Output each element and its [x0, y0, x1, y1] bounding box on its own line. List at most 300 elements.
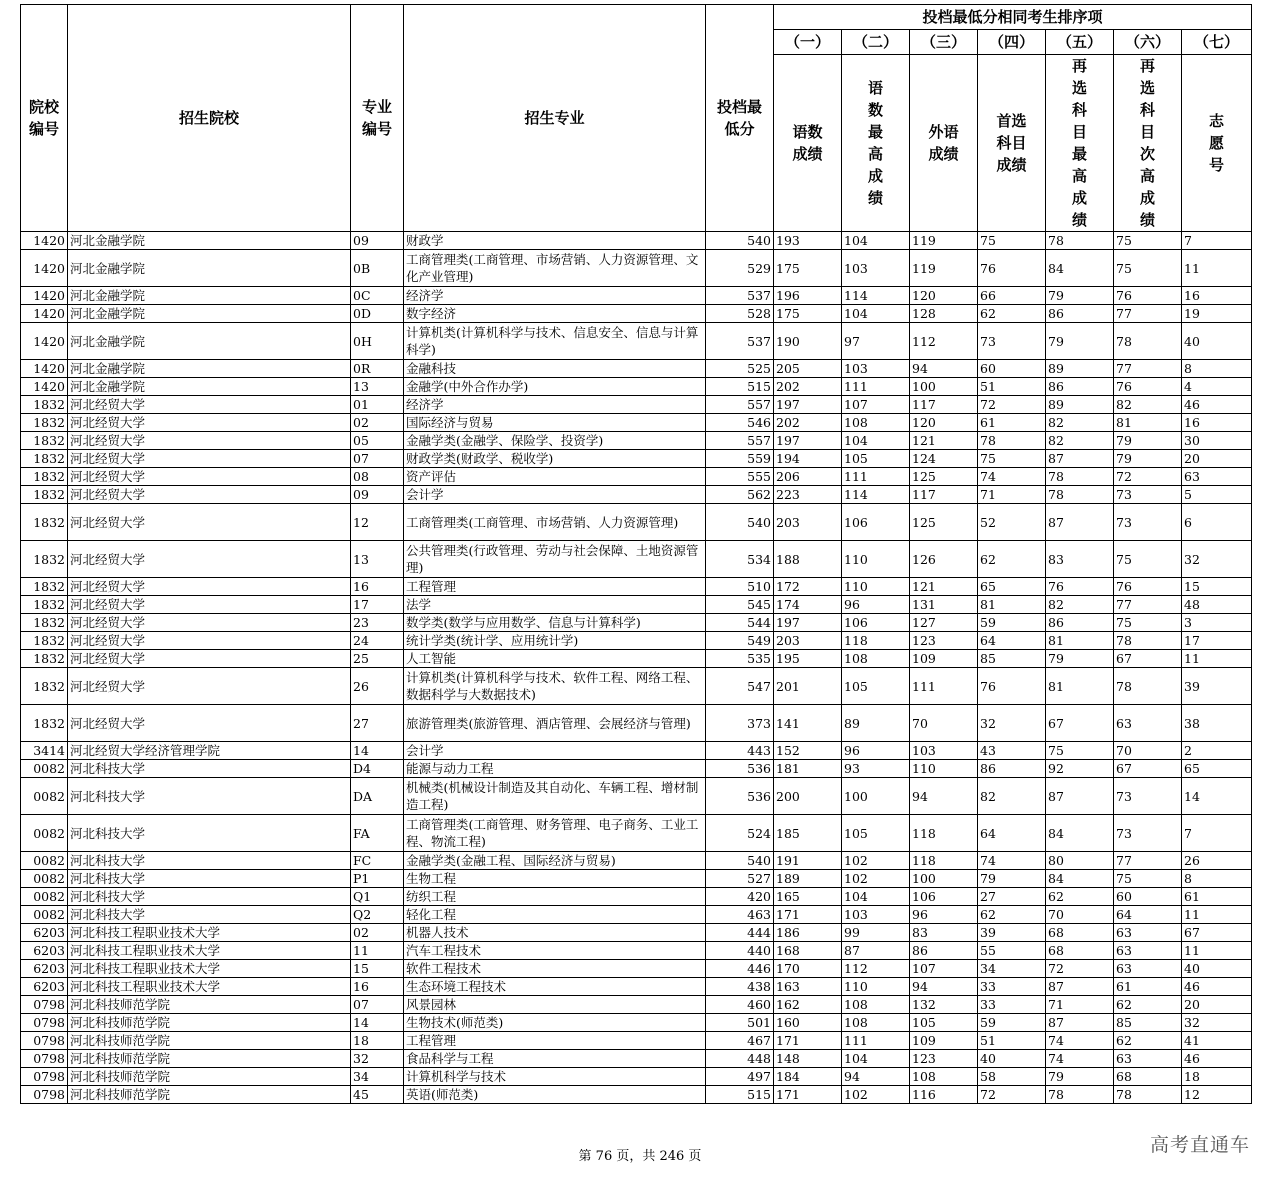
major-code-cell: 02 — [351, 414, 404, 432]
second-subject-next-cell: 67 — [1114, 650, 1182, 668]
preference-number-cell: 14 — [1182, 778, 1252, 815]
chinese-math-max-cell: 87 — [842, 942, 910, 960]
second-subject-next-cell: 61 — [1114, 978, 1182, 996]
min-score-cell: 544 — [706, 614, 774, 632]
school-code-cell: 6203 — [21, 978, 68, 996]
first-subject-cell: 62 — [978, 906, 1046, 924]
table-row — [21, 396, 1252, 414]
school-name-cell: 河北经贸大学 — [68, 614, 351, 632]
major-name-cell: 工商管理类(工商管理、市场营销、人力资源管理、文化产业管理) — [404, 250, 706, 287]
major-name-cell: 能源与动力工程 — [404, 760, 706, 778]
school-code-cell: 1832 — [21, 468, 68, 486]
second-subject-next-cell: 63 — [1114, 924, 1182, 942]
foreign-language-cell: 117 — [910, 396, 978, 414]
chinese-math-max-cell: 100 — [842, 778, 910, 815]
school-code-cell: 0798 — [21, 1086, 68, 1104]
table-row — [21, 414, 1252, 432]
table-row — [21, 668, 1252, 705]
first-subject-cell: 27 — [978, 888, 1046, 906]
min-score-cell: 535 — [706, 650, 774, 668]
second-subject-max-cell: 87 — [1046, 778, 1114, 815]
chinese-math-score-cell: 202 — [774, 378, 842, 396]
foreign-language-cell: 123 — [910, 1050, 978, 1068]
preference-number-cell: 8 — [1182, 870, 1252, 888]
major-code-cell: 11 — [351, 942, 404, 960]
school-name-cell: 河北经贸大学 — [68, 432, 351, 450]
foreign-language-cell: 124 — [910, 450, 978, 468]
first-subject-cell: 55 — [978, 942, 1046, 960]
header-criterion: 首选科目成绩 — [978, 55, 1046, 232]
school-code-cell: 1832 — [21, 432, 68, 450]
school-name-cell: 河北经贸大学 — [68, 705, 351, 742]
foreign-language-cell: 108 — [910, 1068, 978, 1086]
first-subject-cell: 51 — [978, 378, 1046, 396]
header-order-label: （五） — [1046, 30, 1114, 55]
second-subject-max-cell: 84 — [1046, 870, 1114, 888]
chinese-math-score-cell: 196 — [774, 287, 842, 305]
table-row — [21, 323, 1252, 360]
header-tie-break-group: 投档最低分相同考生排序项 — [774, 5, 1252, 30]
foreign-language-cell: 109 — [910, 1032, 978, 1050]
foreign-language-cell: 131 — [910, 596, 978, 614]
min-score-cell: 529 — [706, 250, 774, 287]
major-name-cell: 数学类(数学与应用数学、信息与计算科学) — [404, 614, 706, 632]
preference-number-cell: 20 — [1182, 450, 1252, 468]
min-score-cell: 555 — [706, 468, 774, 486]
chinese-math-max-cell: 102 — [842, 870, 910, 888]
second-subject-next-cell: 63 — [1114, 1050, 1182, 1068]
table-row — [21, 705, 1252, 742]
min-score-cell: 497 — [706, 1068, 774, 1086]
chinese-math-score-cell: 172 — [774, 578, 842, 596]
chinese-math-score-cell: 191 — [774, 852, 842, 870]
second-subject-next-cell: 75 — [1114, 541, 1182, 578]
chinese-math-score-cell: 195 — [774, 650, 842, 668]
major-name-cell: 金融学类(金融学、保险学、投资学) — [404, 432, 706, 450]
table-row — [21, 596, 1252, 614]
school-name-cell: 河北科技工程职业技术大学 — [68, 978, 351, 996]
foreign-language-cell: 125 — [910, 468, 978, 486]
min-score-cell: 446 — [706, 960, 774, 978]
major-name-cell: 经济学 — [404, 396, 706, 414]
header-school-code: 院校编号 — [21, 5, 68, 232]
major-code-cell: 24 — [351, 632, 404, 650]
chinese-math-max-cell: 103 — [842, 250, 910, 287]
first-subject-cell: 58 — [978, 1068, 1046, 1086]
min-score-cell: 562 — [706, 486, 774, 504]
major-name-cell: 软件工程技术 — [404, 960, 706, 978]
major-name-cell: 食品科学与工程 — [404, 1050, 706, 1068]
first-subject-cell: 52 — [978, 504, 1046, 541]
preference-number-cell: 46 — [1182, 396, 1252, 414]
school-code-cell: 0082 — [21, 888, 68, 906]
major-code-cell: 13 — [351, 541, 404, 578]
foreign-language-cell: 107 — [910, 960, 978, 978]
table-row — [21, 852, 1252, 870]
second-subject-max-cell: 67 — [1046, 705, 1114, 742]
chinese-math-score-cell: 165 — [774, 888, 842, 906]
chinese-math-max-cell: 105 — [842, 815, 910, 852]
second-subject-next-cell: 79 — [1114, 450, 1182, 468]
school-code-cell: 1832 — [21, 668, 68, 705]
school-code-cell: 1832 — [21, 541, 68, 578]
min-score-cell: 557 — [706, 396, 774, 414]
second-subject-max-cell: 62 — [1046, 888, 1114, 906]
second-subject-max-cell: 87 — [1046, 1014, 1114, 1032]
foreign-language-cell: 132 — [910, 996, 978, 1014]
foreign-language-cell: 119 — [910, 232, 978, 250]
chinese-math-max-cell: 108 — [842, 996, 910, 1014]
second-subject-max-cell: 86 — [1046, 305, 1114, 323]
table-row — [21, 815, 1252, 852]
chinese-math-score-cell: 202 — [774, 414, 842, 432]
major-code-cell: DA — [351, 778, 404, 815]
chinese-math-score-cell: 185 — [774, 815, 842, 852]
major-code-cell: 01 — [351, 396, 404, 414]
table-row — [21, 250, 1252, 287]
second-subject-max-cell: 81 — [1046, 668, 1114, 705]
chinese-math-max-cell: 106 — [842, 504, 910, 541]
preference-number-cell: 65 — [1182, 760, 1252, 778]
min-score-cell: 444 — [706, 924, 774, 942]
school-code-cell: 1420 — [21, 360, 68, 378]
preference-number-cell: 39 — [1182, 668, 1252, 705]
table-row — [21, 360, 1252, 378]
page-footer: 第 76 页，共 246 页 — [578, 1149, 702, 1164]
chinese-math-score-cell: 201 — [774, 668, 842, 705]
chinese-math-score-cell: 174 — [774, 596, 842, 614]
preference-number-cell: 32 — [1182, 541, 1252, 578]
major-code-cell: 08 — [351, 468, 404, 486]
table-row — [21, 906, 1252, 924]
chinese-math-max-cell: 104 — [842, 432, 910, 450]
second-subject-max-cell: 81 — [1046, 632, 1114, 650]
school-name-cell: 河北金融学院 — [68, 250, 351, 287]
school-name-cell: 河北科技大学 — [68, 815, 351, 852]
school-code-cell: 6203 — [21, 942, 68, 960]
chinese-math-score-cell: 162 — [774, 996, 842, 1014]
second-subject-max-cell: 86 — [1046, 614, 1114, 632]
chinese-math-score-cell: 197 — [774, 432, 842, 450]
chinese-math-score-cell: 141 — [774, 705, 842, 742]
first-subject-cell: 78 — [978, 432, 1046, 450]
table-row — [21, 1050, 1252, 1068]
chinese-math-score-cell: 160 — [774, 1014, 842, 1032]
preference-number-cell: 16 — [1182, 414, 1252, 432]
min-score-cell: 420 — [706, 888, 774, 906]
second-subject-next-cell: 77 — [1114, 852, 1182, 870]
major-name-cell: 工商管理类(工商管理、财务管理、电子商务、工业工程、物流工程) — [404, 815, 706, 852]
preference-number-cell: 11 — [1182, 650, 1252, 668]
major-name-cell: 数字经济 — [404, 305, 706, 323]
chinese-math-score-cell: 223 — [774, 486, 842, 504]
second-subject-max-cell: 82 — [1046, 414, 1114, 432]
foreign-language-cell: 121 — [910, 578, 978, 596]
chinese-math-score-cell: 203 — [774, 504, 842, 541]
school-code-cell: 1420 — [21, 305, 68, 323]
preference-number-cell: 7 — [1182, 815, 1252, 852]
foreign-language-cell: 103 — [910, 742, 978, 760]
major-name-cell: 金融学(中外合作办学) — [404, 378, 706, 396]
major-name-cell: 经济学 — [404, 287, 706, 305]
major-code-cell: 14 — [351, 742, 404, 760]
table-row — [21, 614, 1252, 632]
second-subject-max-cell: 78 — [1046, 1086, 1114, 1104]
chinese-math-max-cell: 103 — [842, 906, 910, 924]
first-subject-cell: 73 — [978, 323, 1046, 360]
preference-number-cell: 67 — [1182, 924, 1252, 942]
second-subject-max-cell: 74 — [1046, 1050, 1114, 1068]
second-subject-next-cell: 76 — [1114, 578, 1182, 596]
table-row — [21, 778, 1252, 815]
foreign-language-cell: 109 — [910, 650, 978, 668]
second-subject-next-cell: 75 — [1114, 614, 1182, 632]
school-name-cell: 河北经贸大学 — [68, 541, 351, 578]
foreign-language-cell: 125 — [910, 504, 978, 541]
preference-number-cell: 41 — [1182, 1032, 1252, 1050]
second-subject-next-cell: 73 — [1114, 778, 1182, 815]
foreign-language-cell: 100 — [910, 378, 978, 396]
second-subject-next-cell: 78 — [1114, 323, 1182, 360]
major-code-cell: Q1 — [351, 888, 404, 906]
first-subject-cell: 60 — [978, 360, 1046, 378]
major-code-cell: 23 — [351, 614, 404, 632]
first-subject-cell: 81 — [978, 596, 1046, 614]
second-subject-next-cell: 78 — [1114, 1086, 1182, 1104]
second-subject-max-cell: 70 — [1046, 906, 1114, 924]
first-subject-cell: 59 — [978, 614, 1046, 632]
chinese-math-score-cell: 175 — [774, 250, 842, 287]
school-name-cell: 河北经贸大学 — [68, 504, 351, 541]
foreign-language-cell: 86 — [910, 942, 978, 960]
first-subject-cell: 32 — [978, 705, 1046, 742]
preference-number-cell: 11 — [1182, 250, 1252, 287]
second-subject-max-cell: 78 — [1046, 468, 1114, 486]
first-subject-cell: 75 — [978, 232, 1046, 250]
table-row — [21, 578, 1252, 596]
table-row — [21, 1014, 1252, 1032]
chinese-math-max-cell: 99 — [842, 924, 910, 942]
table-row — [21, 760, 1252, 778]
table-row — [21, 378, 1252, 396]
header-order-label: （四） — [978, 30, 1046, 55]
second-subject-next-cell: 76 — [1114, 287, 1182, 305]
preference-number-cell: 26 — [1182, 852, 1252, 870]
chinese-math-score-cell: 171 — [774, 906, 842, 924]
min-score-cell: 547 — [706, 668, 774, 705]
foreign-language-cell: 83 — [910, 924, 978, 942]
preference-number-cell: 3 — [1182, 614, 1252, 632]
table-row — [21, 305, 1252, 323]
school-code-cell: 3414 — [21, 742, 68, 760]
school-name-cell: 河北科技大学 — [68, 778, 351, 815]
min-score-cell: 463 — [706, 906, 774, 924]
school-name-cell: 河北经贸大学 — [68, 450, 351, 468]
major-name-cell: 财政学 — [404, 232, 706, 250]
major-code-cell: 0D — [351, 305, 404, 323]
school-code-cell: 1832 — [21, 486, 68, 504]
min-score-cell: 545 — [706, 596, 774, 614]
table-row — [21, 468, 1252, 486]
table-row — [21, 450, 1252, 468]
chinese-math-max-cell: 108 — [842, 650, 910, 668]
min-score-cell: 557 — [706, 432, 774, 450]
chinese-math-max-cell: 108 — [842, 414, 910, 432]
first-subject-cell: 76 — [978, 668, 1046, 705]
preference-number-cell: 6 — [1182, 504, 1252, 541]
chinese-math-score-cell: 203 — [774, 632, 842, 650]
first-subject-cell: 75 — [978, 450, 1046, 468]
first-subject-cell: 64 — [978, 815, 1046, 852]
first-subject-cell: 65 — [978, 578, 1046, 596]
school-code-cell: 6203 — [21, 960, 68, 978]
header-criterion: 再选科目次高成绩 — [1114, 55, 1182, 232]
preference-number-cell: 18 — [1182, 1068, 1252, 1086]
school-code-cell: 1832 — [21, 614, 68, 632]
school-name-cell: 河北金融学院 — [68, 305, 351, 323]
second-subject-max-cell: 87 — [1046, 450, 1114, 468]
major-name-cell: 计算机类(计算机科学与技术、信息安全、信息与计算科学) — [404, 323, 706, 360]
min-score-cell: 373 — [706, 705, 774, 742]
second-subject-next-cell: 72 — [1114, 468, 1182, 486]
chinese-math-max-cell: 114 — [842, 287, 910, 305]
preference-number-cell: 61 — [1182, 888, 1252, 906]
school-code-cell: 1420 — [21, 323, 68, 360]
second-subject-max-cell: 84 — [1046, 250, 1114, 287]
table-row — [21, 978, 1252, 996]
preference-number-cell: 8 — [1182, 360, 1252, 378]
school-code-cell: 1832 — [21, 596, 68, 614]
major-code-cell: 27 — [351, 705, 404, 742]
major-name-cell: 国际经济与贸易 — [404, 414, 706, 432]
first-subject-cell: 71 — [978, 486, 1046, 504]
first-subject-cell: 82 — [978, 778, 1046, 815]
major-name-cell: 金融科技 — [404, 360, 706, 378]
min-score-cell: 527 — [706, 870, 774, 888]
school-code-cell: 1832 — [21, 650, 68, 668]
major-name-cell: 会计学 — [404, 486, 706, 504]
preference-number-cell: 2 — [1182, 742, 1252, 760]
min-score-cell: 559 — [706, 450, 774, 468]
min-score-cell: 524 — [706, 815, 774, 852]
school-name-cell: 河北科技大学 — [68, 888, 351, 906]
chinese-math-score-cell: 170 — [774, 960, 842, 978]
first-subject-cell: 76 — [978, 250, 1046, 287]
major-name-cell: 生物工程 — [404, 870, 706, 888]
preference-number-cell: 38 — [1182, 705, 1252, 742]
chinese-math-max-cell: 114 — [842, 486, 910, 504]
min-score-cell: 537 — [706, 323, 774, 360]
school-name-cell: 河北经贸大学 — [68, 468, 351, 486]
first-subject-cell: 64 — [978, 632, 1046, 650]
preference-number-cell: 7 — [1182, 232, 1252, 250]
foreign-language-cell: 127 — [910, 614, 978, 632]
chinese-math-max-cell: 104 — [842, 232, 910, 250]
major-name-cell: 计算机科学与技术 — [404, 1068, 706, 1086]
foreign-language-cell: 116 — [910, 1086, 978, 1104]
major-name-cell: 风景园林 — [404, 996, 706, 1014]
foreign-language-cell: 112 — [910, 323, 978, 360]
school-name-cell: 河北经贸大学 — [68, 396, 351, 414]
preference-number-cell: 15 — [1182, 578, 1252, 596]
major-name-cell: 金融学类(金融工程、国际经济与贸易) — [404, 852, 706, 870]
major-name-cell: 机械类(机械设计制造及其自动化、车辆工程、增材制造工程) — [404, 778, 706, 815]
chinese-math-max-cell: 105 — [842, 668, 910, 705]
second-subject-max-cell: 84 — [1046, 815, 1114, 852]
chinese-math-max-cell: 93 — [842, 760, 910, 778]
school-name-cell: 河北科技师范学院 — [68, 1032, 351, 1050]
major-name-cell: 工程管理 — [404, 578, 706, 596]
second-subject-next-cell: 70 — [1114, 742, 1182, 760]
major-name-cell: 轻化工程 — [404, 906, 706, 924]
min-score-cell: 528 — [706, 305, 774, 323]
major-code-cell: 26 — [351, 668, 404, 705]
preference-number-cell: 40 — [1182, 323, 1252, 360]
foreign-language-cell: 120 — [910, 414, 978, 432]
school-code-cell: 0082 — [21, 815, 68, 852]
preference-number-cell: 30 — [1182, 432, 1252, 450]
chinese-math-max-cell: 112 — [842, 960, 910, 978]
first-subject-cell: 62 — [978, 305, 1046, 323]
chinese-math-max-cell: 104 — [842, 1050, 910, 1068]
chinese-math-max-cell: 110 — [842, 978, 910, 996]
second-subject-next-cell: 77 — [1114, 596, 1182, 614]
foreign-language-cell: 121 — [910, 432, 978, 450]
preference-number-cell: 5 — [1182, 486, 1252, 504]
school-code-cell: 1832 — [21, 578, 68, 596]
min-score-cell: 460 — [706, 996, 774, 1014]
chinese-math-max-cell: 105 — [842, 450, 910, 468]
second-subject-max-cell: 79 — [1046, 1068, 1114, 1086]
min-score-cell: 534 — [706, 541, 774, 578]
table-row — [21, 888, 1252, 906]
header-order-label: （三） — [910, 30, 978, 55]
header-order-label: （六） — [1114, 30, 1182, 55]
min-score-cell: 515 — [706, 378, 774, 396]
chinese-math-max-cell: 96 — [842, 596, 910, 614]
school-name-cell: 河北科技工程职业技术大学 — [68, 960, 351, 978]
school-code-cell: 1420 — [21, 250, 68, 287]
major-name-cell: 公共管理类(行政管理、劳动与社会保障、土地资源管理) — [404, 541, 706, 578]
header-school-name: 招生院校 — [68, 5, 351, 232]
chinese-math-score-cell: 171 — [774, 1032, 842, 1050]
table-row — [21, 942, 1252, 960]
second-subject-next-cell: 67 — [1114, 760, 1182, 778]
header-min-score: 投档最低分 — [706, 5, 774, 232]
second-subject-max-cell: 89 — [1046, 396, 1114, 414]
header-major-name: 招生专业 — [404, 5, 706, 232]
min-score-cell: 467 — [706, 1032, 774, 1050]
school-code-cell: 1832 — [21, 396, 68, 414]
school-name-cell: 河北金融学院 — [68, 378, 351, 396]
school-code-cell: 1832 — [21, 705, 68, 742]
major-code-cell: 0R — [351, 360, 404, 378]
school-name-cell: 河北科技师范学院 — [68, 1086, 351, 1104]
preference-number-cell: 46 — [1182, 978, 1252, 996]
school-code-cell: 0798 — [21, 1050, 68, 1068]
preference-number-cell: 4 — [1182, 378, 1252, 396]
table-row — [21, 432, 1252, 450]
chinese-math-score-cell: 148 — [774, 1050, 842, 1068]
second-subject-max-cell: 72 — [1046, 960, 1114, 978]
major-name-cell: 工程管理 — [404, 1032, 706, 1050]
first-subject-cell: 33 — [978, 978, 1046, 996]
first-subject-cell: 66 — [978, 287, 1046, 305]
school-name-cell: 河北经贸大学 — [68, 632, 351, 650]
second-subject-max-cell: 68 — [1046, 942, 1114, 960]
min-score-cell: 438 — [706, 978, 774, 996]
foreign-language-cell: 94 — [910, 360, 978, 378]
